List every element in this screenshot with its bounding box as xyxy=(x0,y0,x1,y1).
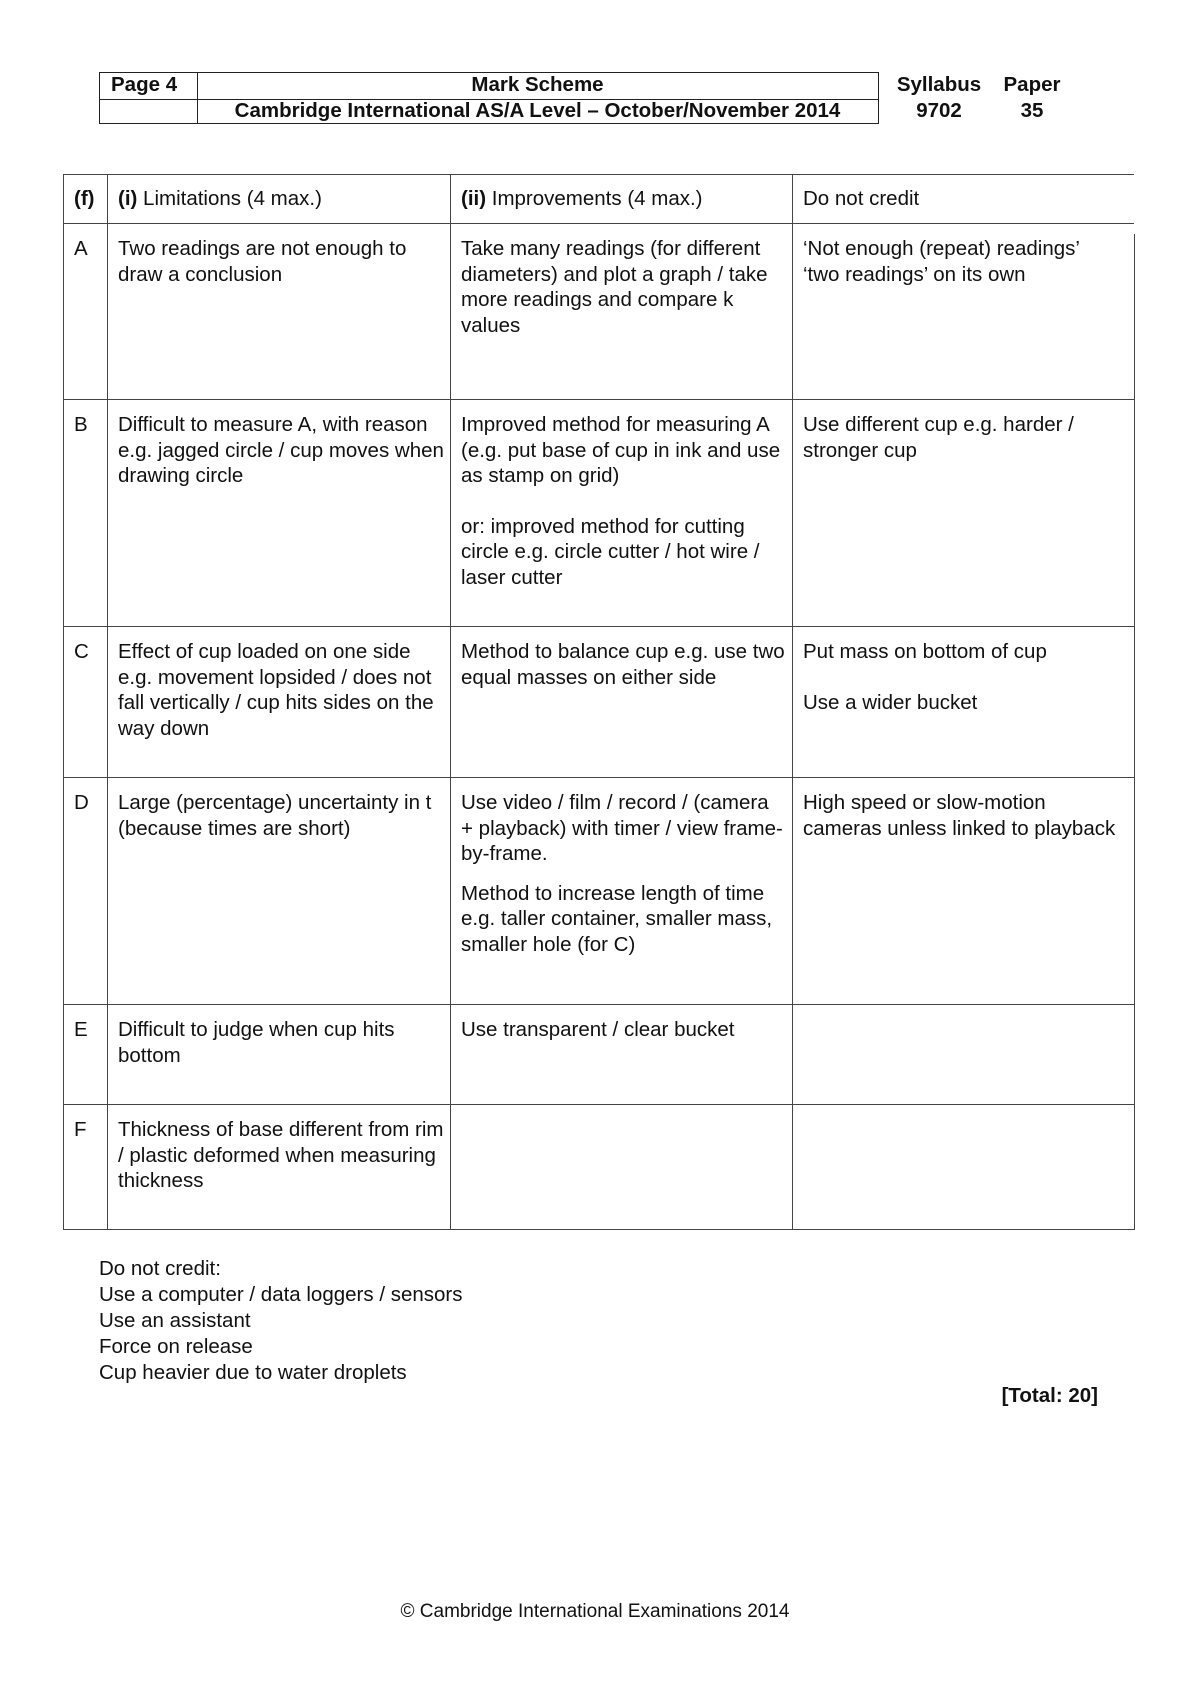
note-item: Force on release xyxy=(99,1335,253,1358)
limitation-cell xyxy=(118,1117,450,1194)
do-not-credit-text: Use different cup e.g. harder / stronger cup xyxy=(803,413,1074,462)
page-header xyxy=(99,72,1079,126)
improvement-text: Method to balance cup e.g. use two equal masses on either side xyxy=(461,640,785,689)
improvement-cell xyxy=(461,1017,792,1043)
limitation-cell xyxy=(118,639,450,741)
column-header-part: (f) xyxy=(74,187,95,210)
do-not-credit-cell xyxy=(803,790,1134,841)
do-not-credit-text: High speed or slow-motion cameras unless linked to playback xyxy=(803,791,1116,840)
improvement-text: Use video / film / record / (camera + playback) with timer / view frame-by-frame. xyxy=(461,791,783,865)
improvement-text: or: improved method for cutting circle e.g. circle cutter / hot wire / laser cutter xyxy=(461,514,760,589)
improvement-cell xyxy=(461,790,792,957)
limitations-number: (i) xyxy=(118,187,138,210)
total-marks: [Total: 20] xyxy=(1001,1384,1098,1407)
limitation-cell xyxy=(118,790,450,841)
improvement-cell xyxy=(461,236,792,338)
row-id: A xyxy=(74,237,88,260)
improvement-text: Method to increase length of time e.g. taller container, smaller mass, smaller hole (for C) xyxy=(461,881,773,956)
do-not-credit-text: ‘two readings’ on its own xyxy=(803,262,1026,286)
paper-label: Paper xyxy=(1003,73,1061,96)
note-item: Use a computer / data loggers / sensors xyxy=(99,1283,463,1306)
row-id: E xyxy=(74,1018,88,1041)
column-header-improvements xyxy=(461,186,709,212)
do-not-credit-notes xyxy=(99,1256,463,1386)
limitation-text: Two readings are not enough to draw a conclusion xyxy=(118,237,407,286)
document-subtitle: Cambridge International AS/A Level – October/November 2014 xyxy=(234,99,841,122)
limitation-cell xyxy=(118,236,450,287)
do-not-credit-cell xyxy=(803,236,1134,287)
row-id: F xyxy=(74,1118,87,1141)
improvement-text: Take many readings (for different diameters) and plot a graph / take more readings and compare k values xyxy=(461,237,768,337)
note-item: Cup heavier due to water droplets xyxy=(99,1361,407,1384)
page-number: Page 4 xyxy=(111,73,178,96)
improvement-text: Use transparent / clear bucket xyxy=(461,1018,735,1041)
improvement-cell xyxy=(461,639,792,690)
limitation-text: Thickness of base different from rim / plastic deformed when measuring thickness xyxy=(118,1118,444,1192)
limitation-text: Difficult to measure A, with reason e.g. jagged circle / cup moves when drawing circle xyxy=(118,413,444,487)
limitations-heading: Limitations (4 max.) xyxy=(137,187,322,210)
limitation-text: Difficult to judge when cup hits bottom xyxy=(118,1018,395,1067)
do-not-credit-cell xyxy=(803,639,1134,715)
column-header-limitations xyxy=(118,186,328,212)
limitation-text: Large (percentage) uncertainty in t (because times are short) xyxy=(118,791,432,840)
note-item: Use an assistant xyxy=(99,1309,251,1332)
row-id: C xyxy=(74,640,89,663)
row-id: D xyxy=(74,791,89,814)
notes-heading: Do not credit: xyxy=(99,1257,221,1280)
improvements-heading: Improvements (4 max.) xyxy=(486,187,703,210)
column-header-do-not-credit: Do not credit xyxy=(803,187,920,210)
mark-scheme-table xyxy=(63,174,1134,1230)
syllabus-value: 9702 xyxy=(916,99,962,122)
improvements-number: (ii) xyxy=(461,187,487,210)
do-not-credit-text: ‘Not enough (repeat) readings’ xyxy=(803,237,1080,260)
limitation-text: Effect of cup loaded on one side e.g. movement lopsided / does not fall vertically / cup hits sides on the way down xyxy=(118,640,434,740)
document-title: Mark Scheme xyxy=(471,73,604,96)
paper-value: 35 xyxy=(1020,99,1044,122)
do-not-credit-text: Use a wider bucket xyxy=(803,690,978,714)
improvement-text: Improved method for measuring A (e.g. put base of cup in ink and use as stamp on grid) xyxy=(461,413,781,487)
syllabus-label: Syllabus xyxy=(896,73,982,96)
copyright-footer: © Cambridge International Examinations 2014 xyxy=(400,1601,790,1622)
do-not-credit-text: Put mass on bottom of cup xyxy=(803,640,1047,663)
limitation-cell xyxy=(118,412,450,489)
improvement-cell xyxy=(461,412,792,590)
do-not-credit-cell xyxy=(803,412,1134,463)
limitation-cell xyxy=(118,1017,450,1068)
row-id: B xyxy=(74,413,88,436)
